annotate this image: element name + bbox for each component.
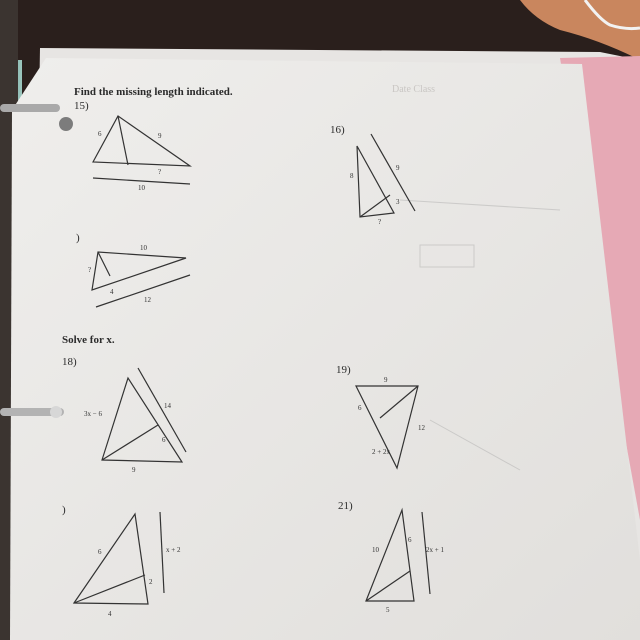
problem-17-label-b: ?: [88, 266, 92, 274]
back-page-title: Date Class: [392, 84, 436, 95]
problem-20-label-c: 2: [149, 578, 153, 586]
problem-21-label-a: 10: [372, 546, 379, 554]
problem-21-label-b: 6: [408, 536, 412, 544]
problem-15-label-b: 9: [158, 132, 162, 140]
problem-18-label-b: 14: [164, 402, 171, 410]
problem-16-label-d: ?: [378, 218, 382, 226]
problem-15-label-d: 10: [138, 184, 145, 192]
problem-18-label-c: 6: [162, 436, 166, 444]
problem-19-label-b: 6: [358, 404, 362, 412]
problem-20-number: ): [62, 504, 66, 516]
problem-17-number: ): [76, 232, 80, 244]
problem-18-label-d: 9: [132, 466, 136, 474]
problem-20-label-d: 4: [108, 610, 112, 618]
problem-17-label-a: 10: [140, 244, 147, 252]
heading-missing-length: Find the missing length indicated.: [74, 86, 233, 98]
problem-15-label-a: 6: [98, 130, 102, 138]
problem-21-number: 21): [338, 500, 353, 512]
worksheet-page: [10, 58, 640, 640]
problem-17-label-c: 4: [110, 288, 114, 296]
problem-21-label-c: 2x + 1: [426, 546, 444, 554]
problem-16-label-b: 9: [396, 164, 400, 172]
problem-15-label-c: ?: [158, 168, 162, 176]
problem-19-label-c: 12: [418, 424, 425, 432]
problem-15-number: 15): [74, 100, 89, 112]
problem-19-label-d: 2 + 2x: [372, 448, 390, 456]
problem-19-number: 19): [336, 364, 351, 376]
problem-17-label-d: 12: [144, 296, 151, 304]
problem-21-label-d: 5: [386, 606, 390, 614]
problem-16-label-c: 3: [396, 198, 400, 206]
problem-16-label-a: 8: [350, 172, 354, 180]
heading-solve-for-x: Solve for x.: [62, 334, 115, 346]
problem-18-number: 18): [62, 356, 77, 368]
problem-20-label-b: x + 2: [166, 546, 181, 554]
problem-16-number: 16): [330, 124, 345, 136]
problem-19-label-a: 9: [384, 376, 388, 384]
problem-18-label-a: 3x − 6: [84, 410, 102, 418]
problem-20-label-a: 6: [98, 548, 102, 556]
